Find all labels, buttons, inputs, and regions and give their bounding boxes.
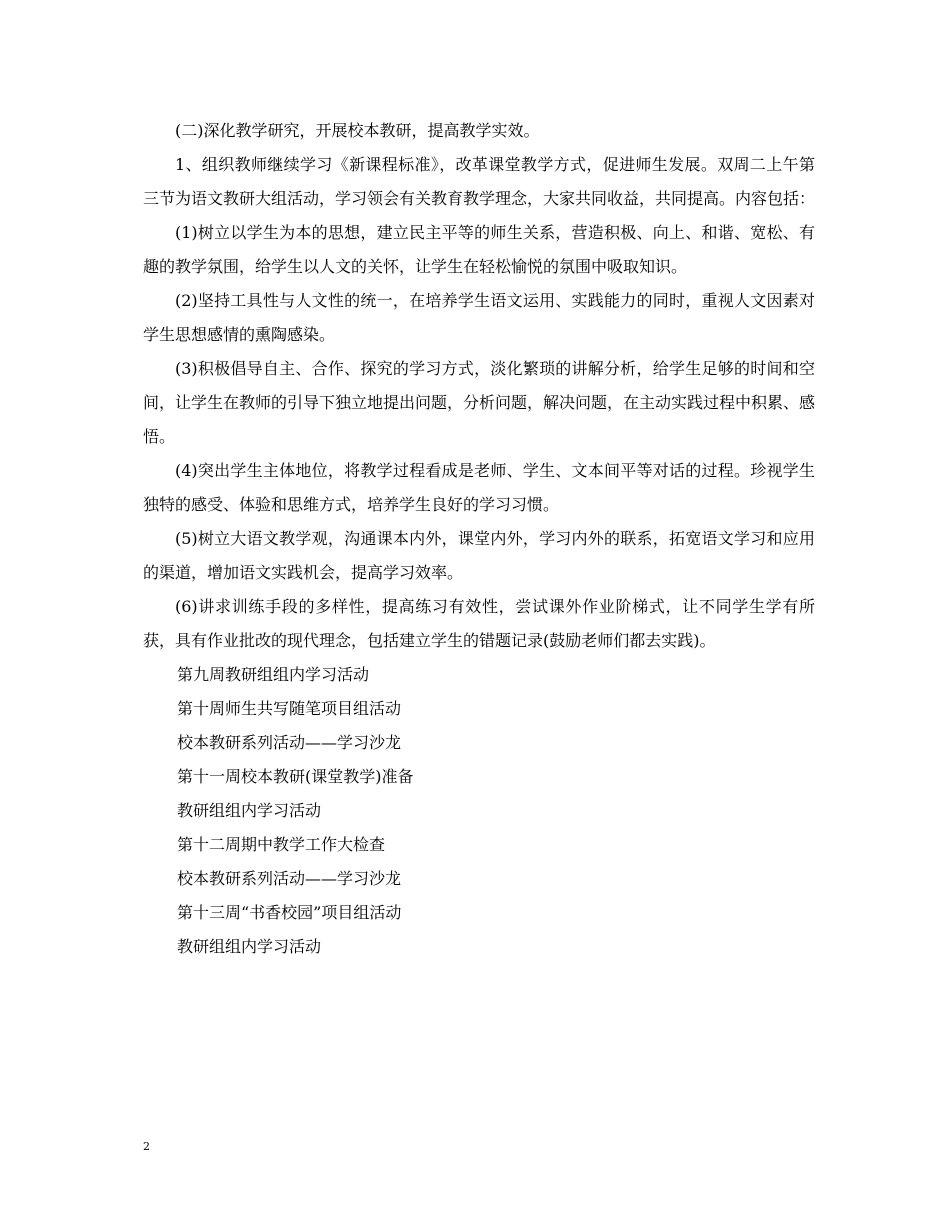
paragraph-point-4: (4)突出学生主体地位，将教学过程看成是老师、学生、文本间平等对话的过程。珍视学生独特的感受、体验和思维方式，培养学生良好的学习习惯。 — [143, 461, 815, 514]
schedule-line: 第九周教研组组内学习活动 — [177, 665, 370, 684]
paragraph-point-5: (5)树立大语文教学观，沟通课本内外，课堂内外，学习内外的联系，拓宽语文学习和应用的渠道，增加语文实践机会，提高学习效率。 — [143, 529, 815, 582]
paragraph-point-3: (3)积极倡导自主、合作、探究的学习方式，淡化繁琐的讲解分析，给学生足够的时间和空间，让学生在教师的引导下独立地提出问题，分析问题，解决问题，在主动实践过程中积累、感悟。 — [143, 359, 816, 446]
schedule-line: 第十一周校本教研(课堂教学)准备 — [177, 767, 414, 786]
schedule-line: 第十三周“书香校园”项目组活动 — [177, 903, 402, 922]
schedule-line: 第十周师生共写随笔项目组活动 — [177, 699, 402, 718]
document-body — [143, 114, 815, 964]
paragraph-point-6: (6)讲求训练手段的多样性，提高练习有效性，尝试课外作业阶梯式，让不同学生学有所获，具有作业批改的现代理念，包括建立学生的错题记录(鼓励老师们都去实践)。 — [143, 597, 815, 650]
schedule-line: 教研组组内学习活动 — [177, 801, 322, 820]
paragraph-item-1: 1、组织教师继续学习《新课程标准》，改革课堂教学方式，促进师生发展。双周二上午第三节为语文教研大组活动，学习领会有关教育教学理念，大家共同收益，共同提高。内容包括： — [143, 155, 816, 208]
schedule-line: 教研组组内学习活动 — [177, 937, 322, 956]
paragraph-point-2: (2)坚持工具性与人文性的统一，在培养学生语文运用、实践能力的同时，重视人文因素对学生思想感情的熏陶感染。 — [143, 291, 815, 344]
schedule-line: 校本教研系列活动——学习沙龙 — [177, 733, 402, 752]
paragraph-section-heading: (二)深化教学研究，开展校本教研，提高教学实效。 — [175, 121, 540, 140]
paragraph-point-1: (1)树立以学生为本的思想，建立民主平等的师生关系，营造积极、向上、和谐、宽松、有趣的教学氛围，给学生以人文的关怀，让学生在轻松愉悦的氛围中吸取知识。 — [143, 223, 815, 276]
page-number: 2 — [143, 1140, 150, 1153]
schedule-line: 第十二周期中教学工作大检查 — [177, 835, 386, 854]
schedule-line: 校本教研系列活动——学习沙龙 — [177, 869, 402, 888]
